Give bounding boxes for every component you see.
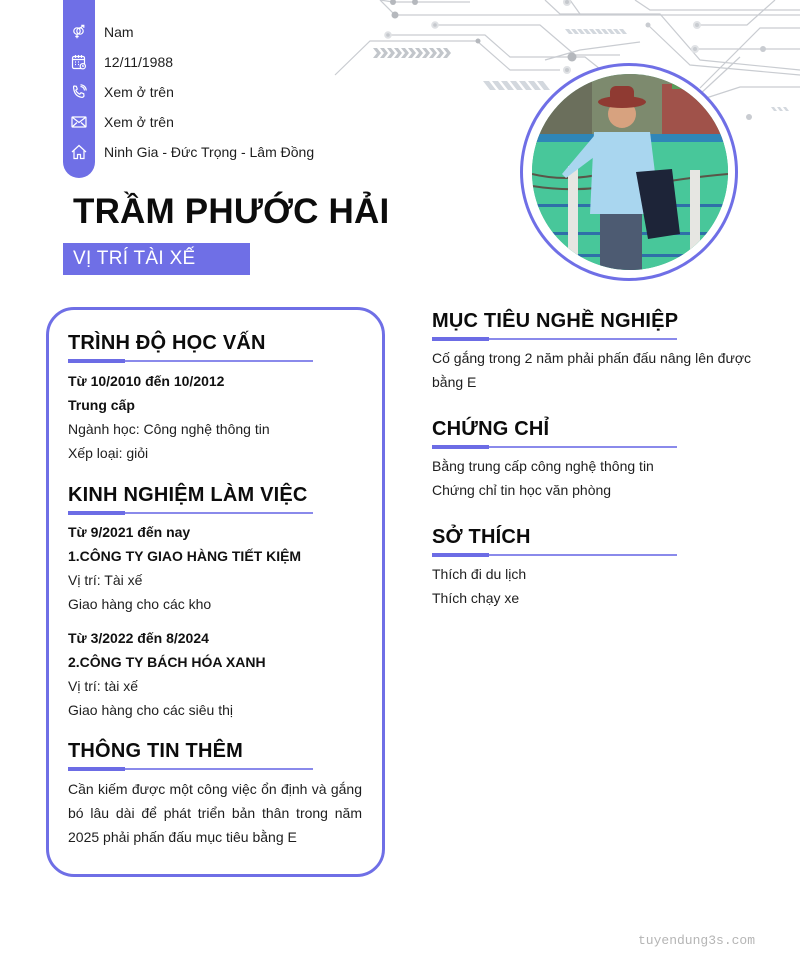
email-value: Xem ở trên: [104, 114, 174, 130]
gender-icon: [63, 17, 95, 47]
hobbies-title: SỞ THÍCH: [432, 526, 531, 548]
gender-value: Nam: [104, 24, 134, 40]
contact-birthdate: [63, 47, 383, 77]
education-period: Từ 10/2010 đến 10/2012: [68, 373, 225, 389]
calendar-icon: [63, 47, 95, 77]
home-icon: [63, 137, 95, 167]
position-badge: VỊ TRÍ TÀI XẾ: [63, 243, 250, 275]
education-title: TRÌNH ĐỘ HỌC VẤN: [68, 332, 266, 354]
mail-icon: [63, 107, 95, 137]
job-2-role: Vị trí: tài xế: [68, 678, 139, 694]
birthdate-value: 12/11/1988: [104, 54, 174, 70]
phone-icon: [63, 77, 95, 107]
contact-address: [63, 137, 383, 167]
experience-underline: [68, 511, 313, 515]
hobbies-underline: [432, 553, 677, 557]
contact-phone: [63, 77, 383, 107]
contact-gender: [63, 17, 383, 47]
education-grade: Xếp loại: giỏi: [68, 445, 149, 461]
contact-email: [63, 107, 383, 137]
candidate-name: TRẦM PHƯỚC HẢI: [73, 192, 390, 231]
experience-title: KINH NGHIỆM LÀM VIỆC: [68, 484, 308, 506]
additional-underline: [68, 767, 313, 771]
hobby-item: Thích đi du lịch: [432, 566, 527, 582]
certificates-underline: [432, 445, 677, 449]
education-major: Ngành học: Công nghệ thông tin: [68, 421, 270, 437]
objective-title: MỤC TIÊU NGHỀ NGHIỆP: [432, 310, 679, 332]
phone-value: Xem ở trên: [104, 84, 174, 100]
job-2-company: 2.CÔNG TY BÁCH HÓA XANH: [68, 654, 266, 670]
watermark: tuyendung3s.com: [638, 933, 756, 948]
education-underline: [68, 359, 313, 363]
job-1-period: Từ 9/2021 đến nay: [68, 524, 191, 540]
job-1-role: Vị trí: Tài xế: [68, 572, 143, 588]
avatar-photo: [532, 74, 728, 270]
education-level: Trung cấp: [68, 397, 135, 413]
job-1-desc: Giao hàng cho các kho: [68, 596, 212, 612]
objective-text: Cố gắng trong 2 năm phải phấn đấu nâng lên được bằng E: [432, 350, 752, 390]
certificates-title: CHỨNG CHỈ: [432, 418, 550, 440]
certificate-item: Chứng chỉ tin học văn phòng: [432, 482, 612, 498]
certificate-item: Bằng trung cấp công nghệ thông tin: [432, 458, 654, 474]
objective-underline: [432, 337, 677, 341]
job-2-period: Từ 3/2022 đến 8/2024: [68, 630, 209, 646]
address-value: Ninh Gia - Đức Trọng - Lâm Đồng: [104, 144, 315, 160]
additional-text: Cần kiếm được một công việc ổn định và gắng bó lâu dài để phát triển bản thân trong năm 2025 phải phấn đấu mục tiêu bằng E: [68, 781, 362, 845]
job-1-company: 1.CÔNG TY GIAO HÀNG TIẾT KIỆM: [68, 548, 302, 564]
job-2-desc: Giao hàng cho các siêu thị: [68, 702, 233, 718]
additional-title: THÔNG TIN THÊM: [68, 740, 244, 762]
hobby-item: Thích chạy xe: [432, 590, 520, 606]
